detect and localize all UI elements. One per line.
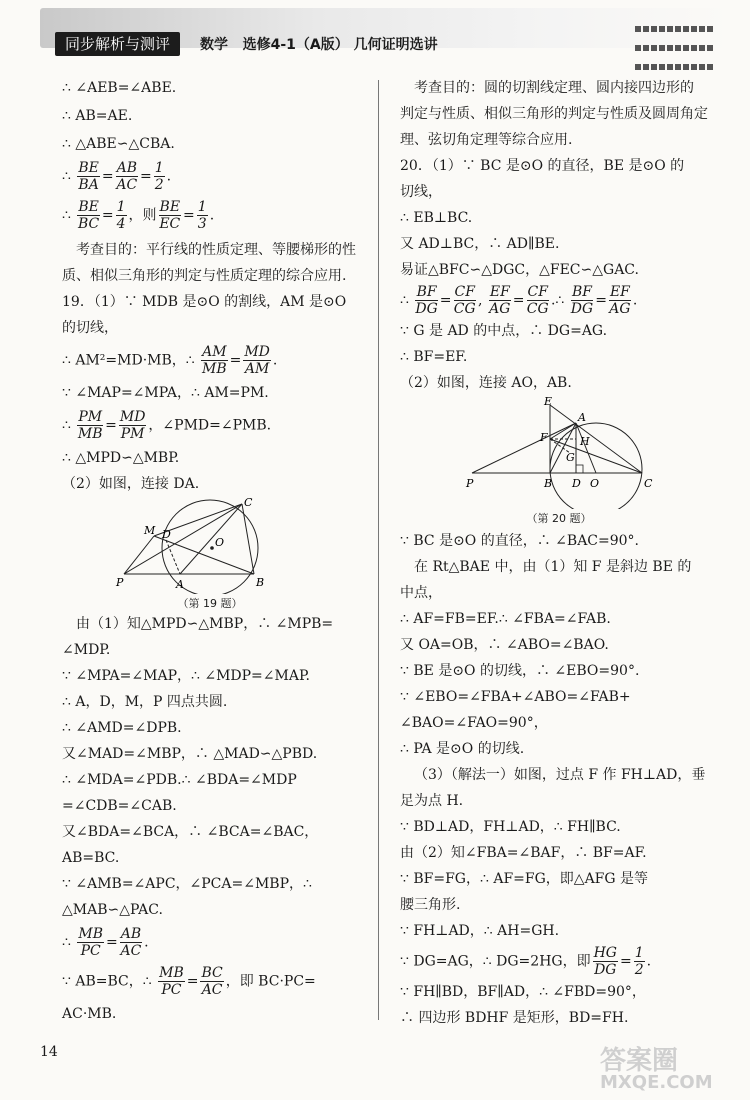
svg-text:O: O bbox=[590, 477, 600, 490]
fraction-line: ∴ $\frac{MB}{PC}$ = $\frac{AB}{AC}$ . bbox=[62, 926, 149, 959]
fraction: $\frac{1}{3}$ bbox=[197, 199, 207, 232]
figure-19-drawing bbox=[62, 498, 358, 594]
paragraph-line: 判定与性质、相似三角形的判定与性质及圆周角定 bbox=[400, 106, 708, 122]
fraction-line: ∴ $\frac{BE}{BC}$ = $\frac{1}{4}$ ，则 $\frac{BE}{EC}$ = $\frac{1}{3}$ . bbox=[62, 199, 215, 232]
text-line: ∠MDP. bbox=[62, 642, 111, 658]
text-line: ∴ 四边形 BDHF 是矩形，BD=FH. bbox=[400, 1010, 629, 1026]
paragraph-line: 考查目的：圆的切割线定理、圆内接四边形的 bbox=[414, 80, 694, 96]
text-line: ∵ FH∥BD，BF∥AD，∴ ∠FBD=90°， bbox=[400, 984, 646, 1000]
text-line: 由（1）知△MPD∽△MBP，∴ ∠MPB= bbox=[76, 616, 334, 632]
text-line: 由（2）知∠FBA=∠BAF，∴ BF=AF. bbox=[400, 845, 647, 861]
book-title: 数学 选修4-1（A版） 几何证明选讲 bbox=[200, 37, 438, 53]
text-line: ∵ FH⊥AD，∴ AH=GH. bbox=[400, 923, 560, 939]
text-line: ∵ ∠AMB=∠APC，∠PCA=∠MBP，∴ bbox=[62, 876, 312, 892]
text-line: （2）如图，连接 AO，AB. bbox=[400, 375, 572, 391]
right-column bbox=[400, 72, 718, 1028]
svg-text:D: D bbox=[162, 528, 171, 541]
text-line: ∠BAO=∠FAO=90°， bbox=[400, 715, 548, 731]
text-line: 易证△BFC∽△DGC，△FEC∽△GAC. bbox=[400, 262, 639, 278]
fraction: $\frac{1}{2}$ bbox=[634, 945, 644, 978]
watermark-url: MXQE.COM bbox=[600, 1072, 713, 1093]
text-line: 又 OA=OB，∴ ∠ABO=∠BAO. bbox=[400, 637, 609, 653]
fraction: $\frac{MD}{PM}$ bbox=[119, 409, 146, 442]
svg-text:P: P bbox=[466, 477, 474, 490]
column-divider bbox=[378, 80, 379, 1020]
figure-20-caption: （第 20 题） bbox=[526, 512, 592, 525]
fraction: $\frac{BE}{BC}$ bbox=[77, 199, 100, 232]
text-line: 在 Rt△BAE 中，由（1）知 F 是斜边 BE 的 bbox=[414, 559, 692, 575]
text-line: 的切线， bbox=[62, 320, 118, 336]
text-line: AB=BC. bbox=[62, 850, 120, 866]
fraction: $\frac{AB}{AC}$ bbox=[116, 160, 138, 193]
svg-text:H: H bbox=[580, 435, 590, 448]
fraction: $\frac{PM}{MB}$ bbox=[77, 409, 103, 442]
fraction: $\frac{CF}{CG}$ bbox=[526, 284, 549, 317]
fraction: $\frac{BF}{DG}$ bbox=[570, 284, 594, 317]
question-20-title: 20．（1）∵ BC 是⊙O 的直径，BE 是⊙O 的 bbox=[400, 158, 685, 174]
svg-text:E: E bbox=[544, 397, 553, 408]
text-line: ∵ BE 是⊙O 的切线，∴ ∠EBO=90°. bbox=[400, 663, 640, 679]
text-line: ∵ BF=FG，∴ AF=FG，即△AFG 是等 bbox=[400, 871, 649, 887]
svg-text:M: M bbox=[144, 524, 156, 537]
text-line: ∵ ∠EBO=∠FBA+∠ABO=∠FAB+ bbox=[400, 689, 631, 705]
svg-text:P: P bbox=[116, 576, 124, 589]
fraction: $\frac{EF}{AG}$ bbox=[609, 284, 631, 317]
circle-o bbox=[550, 423, 642, 509]
text-line: ∴ PA 是⊙O 的切线. bbox=[400, 741, 525, 757]
text-line: ∴ ∠AMD=∠DPB. bbox=[62, 720, 182, 736]
text-line: ∴ A，D，M，P 四点共圆. bbox=[62, 694, 228, 710]
text-line: ∴ △ABE∽△CBA. bbox=[62, 136, 175, 152]
fraction-line: ∴ $\frac{PM}{MB}$ = $\frac{MD}{PM}$ ，∠PMD=∠PMB. bbox=[62, 409, 272, 442]
text-line: ∴ AB=AE. bbox=[62, 108, 133, 124]
question-19-title: 19．（1）∵ MDB 是⊙O 的割线，AM 是⊙O bbox=[62, 294, 347, 310]
fraction: $\frac{AB}{AC}$ bbox=[120, 926, 142, 959]
svg-text:B: B bbox=[544, 477, 553, 490]
text-line: AC·MB. bbox=[62, 1006, 117, 1022]
figure-20-drawing bbox=[400, 397, 718, 509]
text-line: 又∠BDA=∠BCA，∴ ∠BCA=∠BAC， bbox=[62, 824, 319, 840]
text-line: ∴ ∠AEB=∠ABE. bbox=[62, 80, 177, 96]
svg-text:O: O bbox=[215, 536, 225, 549]
fraction-line: ∵ DG=AG，∴ DG=2HG，即 $\frac{HG}{DG}$ = $\frac{1}{2}$ . bbox=[400, 945, 652, 978]
text-line: ∴ BF=EF. bbox=[400, 349, 468, 365]
decorative-dots bbox=[634, 18, 724, 56]
fraction: $\frac{CF}{CG}$ bbox=[453, 284, 476, 317]
text-line: ∴ △MPD∽△MBP. bbox=[62, 450, 180, 466]
svg-text:A: A bbox=[176, 578, 184, 591]
fraction-line: ∴ AM²=MD·MB，∴ $\frac{AM}{MB}$ = $\frac{MD}{AM}$ . bbox=[62, 344, 278, 377]
fraction-line: ∴ $\frac{BF}{DG}$ = $\frac{CF}{CG}$ , $\frac{EF}{AG}$ = $\frac{CF}{CG}$ .∴ $\frac{BF}{DG}$ = $\frac{EF}{AG}$ . bbox=[400, 284, 638, 317]
figure-20 bbox=[400, 397, 718, 527]
text-line: （3）（解法一）如图，过点 F 作 FH⊥AD，垂 bbox=[414, 767, 706, 783]
page-header bbox=[0, 0, 750, 60]
series-badge: 同步解析与测评 bbox=[55, 32, 180, 56]
text-line: 中点， bbox=[400, 585, 442, 601]
text-line: ∵ BC 是⊙O 的直径，∴ ∠BAC=90°. bbox=[400, 533, 640, 549]
text-line: ∵ BD⊥AD，FH⊥AD，∴ FH∥BC. bbox=[400, 819, 621, 835]
fraction-line: ∴ $\frac{BE}{BA}$ = $\frac{AB}{AC}$ = $\frac{1}{2}$ . bbox=[62, 160, 172, 193]
fraction: $\frac{BC}{AC}$ bbox=[201, 965, 223, 998]
text-line: ∴ EB⊥BC. bbox=[400, 210, 473, 226]
fraction: $\frac{EF}{AG}$ bbox=[489, 284, 511, 317]
text-line: ∴ AF=FB=EF.∴ ∠FBA=∠FAB. bbox=[400, 611, 611, 627]
fraction: $\frac{BF}{DG}$ bbox=[415, 284, 438, 317]
svg-text:F: F bbox=[540, 431, 548, 444]
text-line: 切线， bbox=[400, 184, 442, 200]
text-line: ∴ ∠MDA=∠PDB.∴ ∠BDA=∠MDP bbox=[62, 772, 297, 788]
watermark-logo: 答案圈 bbox=[600, 1046, 679, 1076]
text-line: 又 AD⊥BC，∴ AD∥BE. bbox=[400, 236, 560, 252]
figure-19 bbox=[62, 498, 358, 608]
fraction: $\frac{AM}{MB}$ bbox=[202, 344, 227, 377]
fraction: $\frac{1}{2}$ bbox=[154, 160, 164, 193]
fraction: $\frac{BE}{BA}$ bbox=[78, 160, 99, 193]
paragraph-line: 理、弦切角定理等综合应用. bbox=[400, 132, 573, 148]
text-line: 足为点 H. bbox=[400, 793, 464, 809]
text-line: △MAB∽△PAC. bbox=[62, 902, 163, 918]
fraction: $\frac{BE}{EC}$ bbox=[159, 199, 181, 232]
svg-text:B: B bbox=[256, 576, 265, 589]
fraction: $\frac{1}{4}$ bbox=[116, 199, 126, 232]
figure-19-caption: （第 19 题） bbox=[177, 597, 243, 610]
svg-text:C: C bbox=[644, 477, 653, 490]
text-line: ∵ ∠MAP=∠MPA，∴ AM=PM. bbox=[62, 385, 269, 401]
svg-text:A: A bbox=[578, 411, 586, 424]
text-line: 腰三角形. bbox=[400, 897, 461, 913]
svg-text:G: G bbox=[566, 451, 575, 464]
paragraph-line: 质、相似三角形的判定与性质定理的综合应用. bbox=[62, 268, 347, 284]
text-line: =∠CDB=∠CAB. bbox=[62, 798, 177, 814]
text-line: 又∠MAD=∠MBP，∴ △MAD∽△PBD. bbox=[62, 746, 318, 762]
fraction: $\frac{MB}{PC}$ bbox=[159, 965, 184, 998]
text-line: ∵ ∠MPA=∠MAP，∴ ∠MDP=∠MAP. bbox=[62, 668, 311, 684]
paragraph-line: 考查目的：平行线的性质定理、等腰梯形的性 bbox=[76, 242, 356, 258]
page-number: 14 bbox=[40, 1044, 58, 1060]
svg-text:C: C bbox=[244, 498, 253, 509]
svg-text:D: D bbox=[572, 477, 581, 490]
fraction: $\frac{HG}{DG}$ bbox=[593, 945, 617, 978]
text-line: ∵ G 是 AD 的中点，∴ DG=AG. bbox=[400, 323, 608, 339]
text-line: （2）如图，连接 DA. bbox=[62, 476, 200, 492]
fraction: $\frac{MB}{PC}$ bbox=[78, 926, 103, 959]
fraction-line: ∵ AB=BC，∴ $\frac{MB}{PC}$ = $\frac{BC}{AC}$ ，即 BC·PC= bbox=[62, 965, 316, 998]
left-column bbox=[62, 72, 358, 1024]
fraction: $\frac{MD}{AM}$ bbox=[244, 344, 270, 377]
